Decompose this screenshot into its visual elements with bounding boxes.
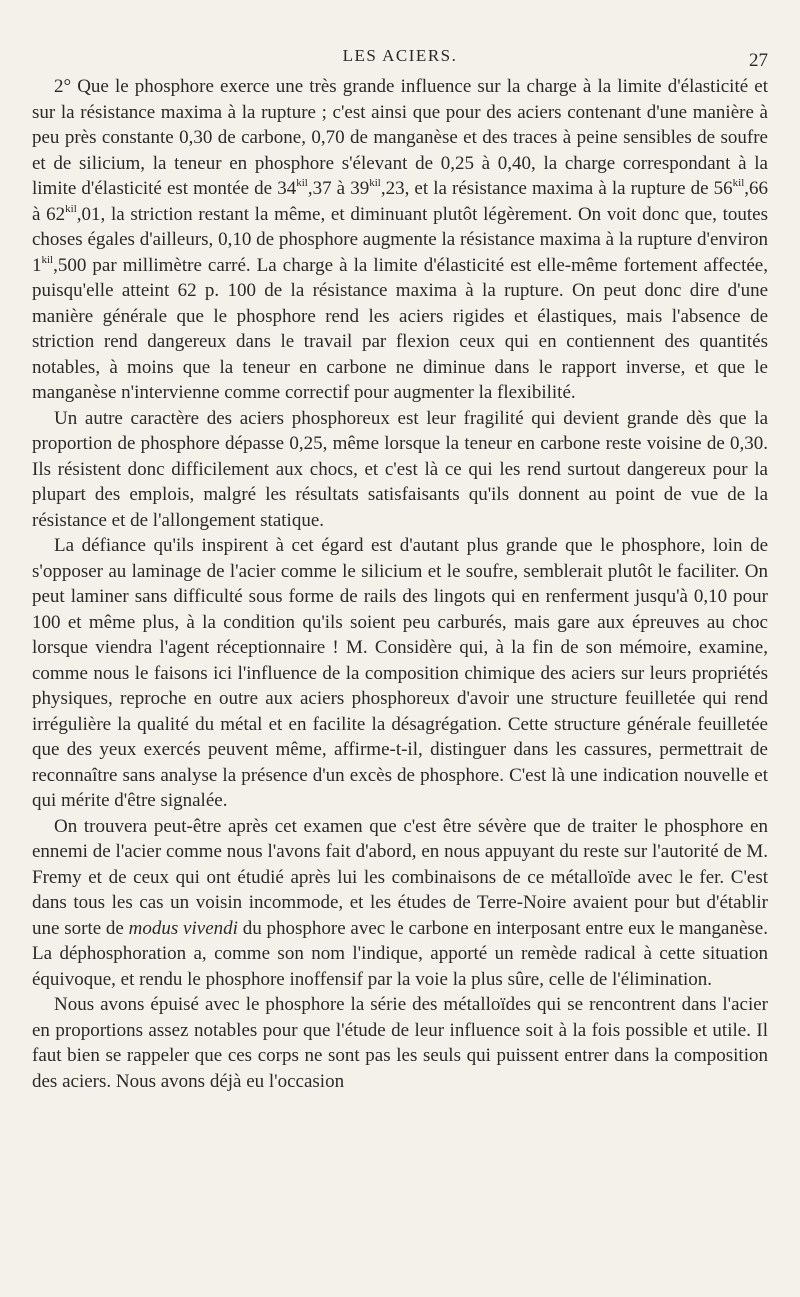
unit-superscript: kil xyxy=(732,177,745,189)
unit-superscript: kil xyxy=(369,177,381,189)
text-segment: ,37 à 39 xyxy=(307,178,370,199)
text-segment: du phosphore avec le carbone en interposant entre eux le manganèse. La déphosphoration a, comme son nom l'indique, apporté un remède radical à cette situation équivoque, et rendu le phosphore inoffensif par la voie la plus sûre, celle de l'élimination. xyxy=(32,917,768,990)
running-title: LES ACIERS. xyxy=(342,46,458,65)
unit-superscript: kil xyxy=(41,253,54,266)
text-segment: ,500 par millimètre carré. La charge à la limite d'élasticité est elle-même fortement affectée, puisqu'elle atteint 62 p. 100 de la résistance maxima à la rupture. On peut donc dire d'une manière générale que le phosphore rend les aciers rigides et élastiques, mais l'absence de striction rend dangereux dans le travail par flexion ceux qui en contiennent des quantités notables, à moins que la teneur en carbone ne diminue dans le rapport inverse, et que le manganèse n'intervienne comme correctif pour augmenter la flexibilité. xyxy=(32,254,768,403)
body-text xyxy=(32,74,768,1094)
text-segment: On trouvera peut-être après cet examen que c'est être sévère que de traiter le phosphore en ennemi de l'acier comme nous l'avons fait d'abord, en nous appuyant du reste sur l'autorité de M. Fremy et de ceux qui ont étudié après lui les combinaisons de ce métalloïde avec le fer. C'est dans tous les cas un voisin incommode, et les études de Terre-Noire avaient pour but d'établir une sorte de xyxy=(32,815,768,939)
text-segment: 2° Que le phosphore exerce une très grande influence sur la charge à la limite d'élasticité et sur la résistance maxima à la rupture ; c'est ainsi que pour des aciers contenant d'une manière à peu près constante 0,30 de carbone, 0,70 de manganèse et des traces à peine sensibles de soufre et de silicium, la teneur en phosphore s'élevant de 0,25 à 0,40, la charge correspondant à la limite d'élasticité est montée de 34 xyxy=(32,76,768,199)
paragraph-4 xyxy=(32,814,768,993)
text-segment: Nous avons épuisé avec le phosphore la série des métalloïdes qui se rencontrent dans l'acier en proportions assez notables pour que l'étude de leur influence soit à la fois possible et utile. Il faut bien se rappeler que ces corps ne sont pas les seuls qui puissent entrer dans la composition des aciers. Nous avons déjà eu l'occasion xyxy=(32,994,768,1092)
text-segment: ,01, la striction restant la même, et diminuant plutôt légèrement. On voit donc que, toutes choses égales d'ailleurs, 0,10 de phosphore augmente la résistance maxima à la rupture d'environ 1 xyxy=(32,203,768,276)
page-number: 27 xyxy=(749,50,768,71)
paragraph-3 xyxy=(32,533,768,814)
paragraph-2 xyxy=(32,406,768,534)
text-segment: Un autre caractère des aciers phosphoreux est leur fragilité qui devient grande dès que la proportion de phosphore dépasse 0,25, même lorsque la teneur en carbone reste voisine de 0,30. Ils résistent donc difficilement aux chocs, et c'est là ce qui les rend surtout dangereux pour la plupart des emplois, malgré les résultats satisfaisants qu'ils donnent au point de vue de la résistance et de l'allongement statique. xyxy=(32,407,768,531)
text-segment: La défiance qu'ils inspirent à cet égard est d'autant plus grande que le phosphore, loin de s'opposer au laminage de l'acier comme le silicium et le soufre, semblerait plutôt le faciliter. On peut laminer sans difficulté sous forme de rails des lingots qui en renferment jusqu'à 0,10 pour 100 et même plus, à la condition qu'ils soient peu carburés, mais gare aux épreuves au choc lorsque viendra l'agent réceptionnaire ! M. Considère qui, à la fin de son mémoire, examine, comme nous le faisons ici l'influence de la composition chimique des aciers sur leurs propriétés physiques, reproche en outre aux aciers phosphoreux d'avoir une structure feuilletée qui rend irrégulière la qualité du métal et en facilite la désagrégation. Cette structure générale feuilletée que des yeux exercés peuvent même, affirme-t-il, distinguer dans les cassures, permettrait de reconnaître sans analyse la présence d'un excès de phosphore. C'est là une indication nouvelle et qui mérite d'être signalée. xyxy=(32,535,768,811)
text-segment: ,66 à 62 xyxy=(32,178,769,225)
unit-superscript: kil xyxy=(65,202,77,215)
text-segment: ,23, et la résistance maxima à la rupture de 56 xyxy=(380,178,733,199)
paragraph-1 xyxy=(32,74,768,406)
paragraph-5 xyxy=(32,992,768,1094)
running-head xyxy=(32,46,768,72)
italic-phrase: modus vivendi xyxy=(128,917,238,939)
unit-superscript: kil xyxy=(296,177,308,189)
